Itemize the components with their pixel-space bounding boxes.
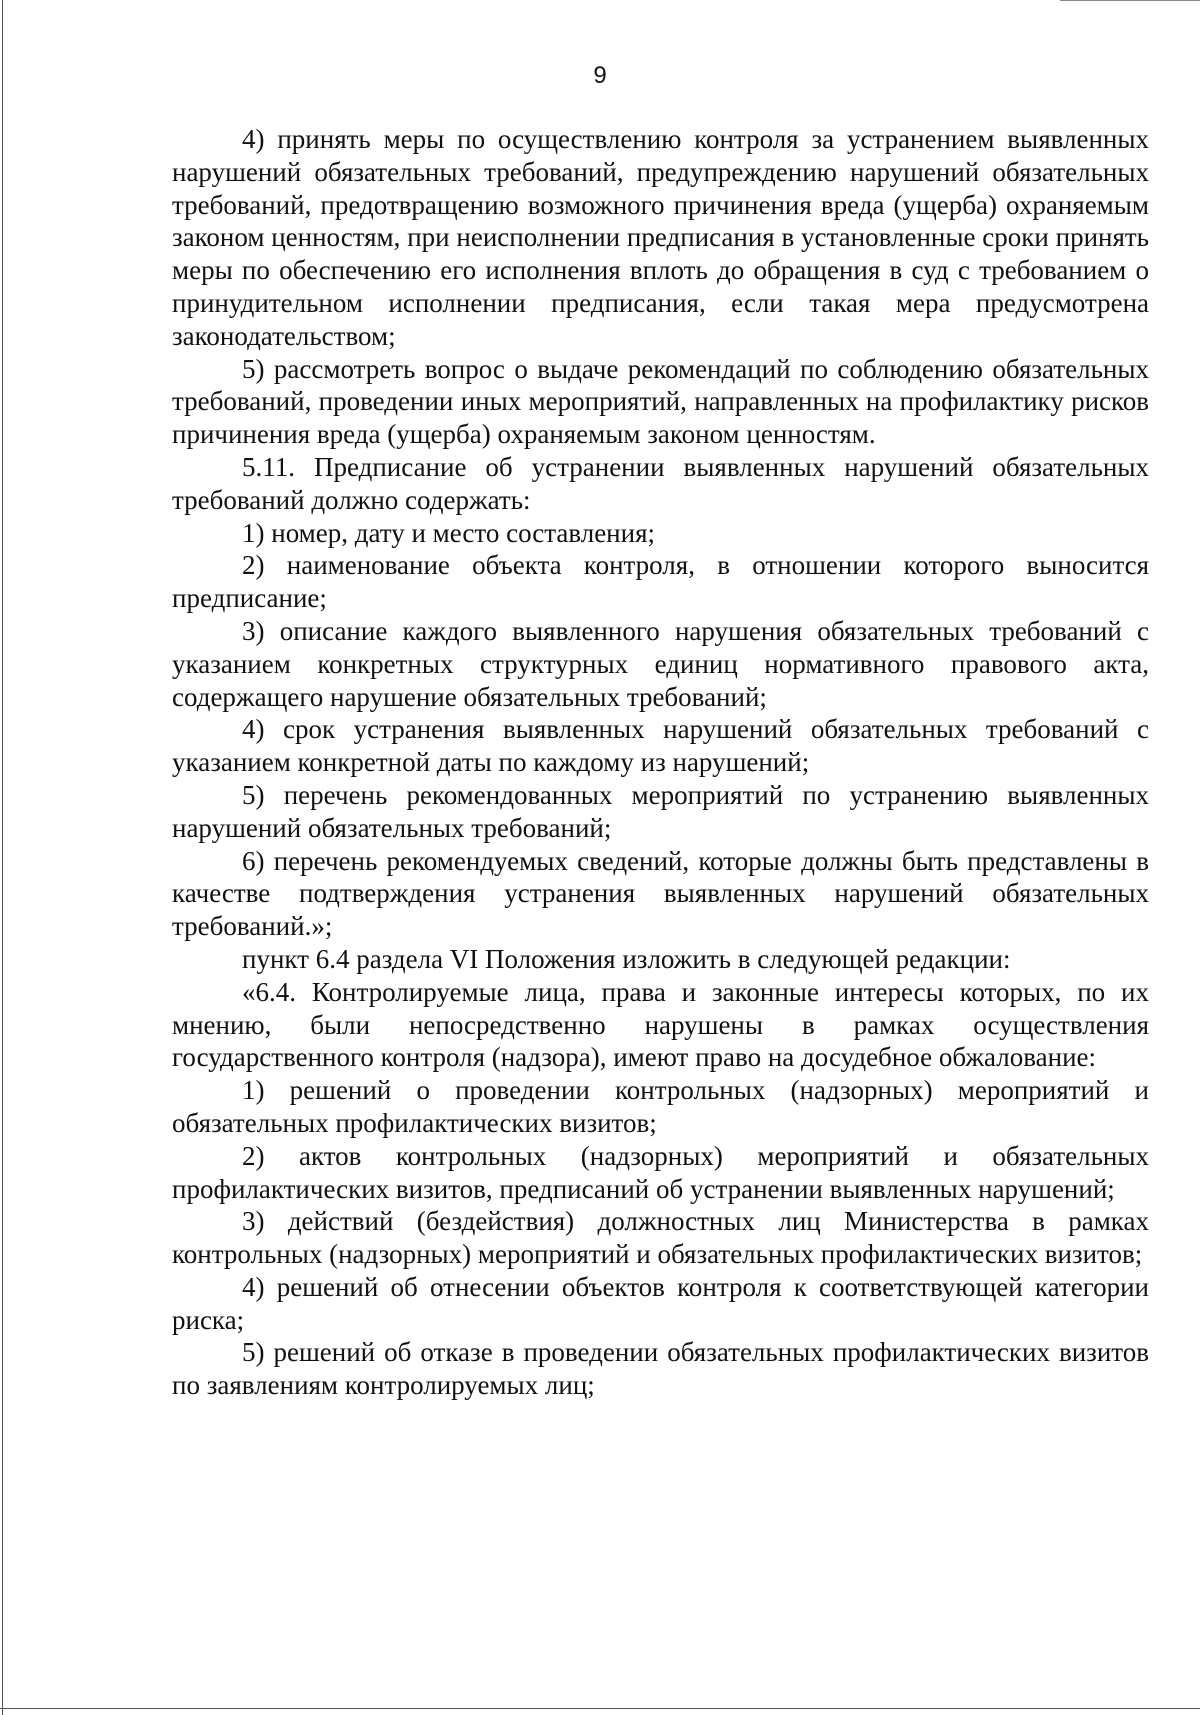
paragraph: 1) номер, дату и место составления; — [242, 517, 656, 548]
page-number: 9 — [593, 62, 607, 89]
scan-edge-left — [2, 0, 3, 1715]
paragraph: 5) решений об отказе в проведении обязательных профилактических визитов по заявлениям контролируемых лиц; — [172, 1337, 1149, 1401]
paragraph: «6.4. Контролируемые лица, права и законные интересы которых, по их мнению, были непосредственно нарушены в рамках осуществления государственного контроля (надзора), имеют право на досудебное обжалование: — [172, 976, 1149, 1073]
document-body — [172, 123, 1149, 1402]
paragraph: 4) принять меры по осуществлению контроля за устранением выявленных нарушений обязательных требований, предупреждению нарушений обязательных требований, предотвращению возможного причинения вреда (ущерба) охраняемым законом ценностям, при неисполнении предписания в установленные сроки принять меры по обеспечению его исполнения вплоть до обращения в суд с требованием о принудительном исполнении предписания, если такая мера предусмотрена законодательством; — [172, 124, 1149, 351]
paragraph: 2) актов контрольных (надзорных) мероприятий и обязательных профилактических визитов, предписаний об устранении выявленных нарушений; — [172, 1140, 1149, 1204]
paragraph: 6) перечень рекомендуемых сведений, которые должны быть представлены в качестве подтверждения устранения выявленных нарушений обязательных требований.»; — [172, 845, 1149, 942]
paragraph: 1) решений о проведении контрольных (надзорных) мероприятий и обязательных профилактических визитов; — [172, 1075, 1149, 1138]
scan-edge-bottom — [0, 1708, 1200, 1709]
paragraph: 2) наименование объекта контроля, в отношении которого выносится предписание; — [172, 550, 1149, 614]
paragraph: 4) срок устранения выявленных нарушений обязательных требований с указанием конкретной даты по каждому из нарушений; — [172, 714, 1149, 778]
paragraph: 3) описание каждого выявленного нарушения обязательных требований с указанием конкретных структурных единиц нормативного правового акта, содержащего нарушение обязательных требований; — [172, 615, 1149, 712]
paragraph: 5.11. Предписание об устранении выявленных нарушений обязательных требований должно содержать: — [172, 451, 1149, 515]
paragraph: 5) рассмотреть вопрос о выдаче рекомендаций по соблюдению обязательных требований, проведении иных мероприятий, направленных на профилактику рисков причинения вреда (ущерба) охраняемым законом ценностям. — [172, 353, 1149, 450]
paragraph: пункт 6.4 раздела VI Положения изложить в следующей редакции: — [242, 943, 1011, 974]
paragraph: 5) перечень рекомендованных мероприятий по устранению выявленных нарушений обязательных требований; — [172, 779, 1149, 843]
scan-edge-top — [1060, 0, 1200, 1]
paragraph: 4) решений об отнесении объектов контроля к соответствующей категории риска; — [172, 1271, 1149, 1335]
paragraph: 3) действий (бездействия) должностных лиц Министерства в рамках контрольных (надзорных) мероприятий и обязательных профилактических визитов; — [172, 1206, 1149, 1270]
